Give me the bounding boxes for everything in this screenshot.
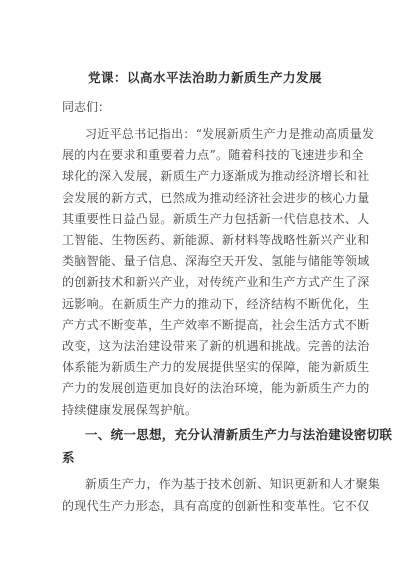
section-heading-1-continued: 系 bbox=[62, 450, 75, 465]
paragraph-line: 类脑智能、量子信息、深海空天开发、氢能与储能等领域 bbox=[62, 254, 370, 269]
paragraph-line: 新质生产力，作为基于技术创新、知识更新和人才聚集 bbox=[85, 477, 381, 491]
paragraph-line: 会发展的新方式，已然成为推动经济社会进步的核心力量 bbox=[62, 190, 370, 205]
paragraph-line: 的创新技术和新兴产业，对传统产业和生产方式产生了深 bbox=[62, 275, 370, 290]
paragraph-line: 展的内在要求和重要着力点”。随着科技的飞速进步和全 bbox=[62, 148, 364, 163]
paragraph-line: 改变，这为法治建设带来了新的机遇和挑战。完善的法治 bbox=[62, 339, 370, 353]
section-heading-1: 一、统一思想，充分认清新质生产力与法治建设密切联 bbox=[85, 427, 393, 442]
salutation: 同志们： bbox=[62, 100, 111, 114]
paragraph-line: 的现代生产力形态，具有高度的创新性和变革性。它不仅 bbox=[62, 499, 370, 513]
paragraph-line: 持续健康发展保驾护航。 bbox=[62, 402, 198, 417]
paragraph-line: 工智能、生物医药、新能源、新材料等战略性新兴产业和 bbox=[62, 233, 370, 247]
document-title: 党课：以高水平法治助力新质生产力发展 bbox=[87, 70, 322, 85]
paragraph-line: 远影响。在新质生产力的推动下，经济结构不断优化，生 bbox=[62, 296, 370, 311]
paragraph-line: 产方式不断变革，生产效率不断提高，社会生活方式不断 bbox=[62, 317, 370, 332]
paragraph-line: 习近平总书记指出：“发展新质生产力是推动高质量发 bbox=[85, 127, 375, 141]
paragraph-line: 球化的深入发展，新质生产力逐渐成为推动经济增长和社 bbox=[62, 169, 370, 184]
paragraph-line: 其重要性日益凸显。新质生产力包括新一代信息技术、人 bbox=[62, 211, 370, 226]
paragraph-line: 体系能为新质生产力的发展提供坚实的保障，能为新质生 bbox=[62, 360, 370, 375]
paragraph-line: 产力的发展创造更加良好的法治环境，能为新质生产力的 bbox=[62, 381, 370, 396]
